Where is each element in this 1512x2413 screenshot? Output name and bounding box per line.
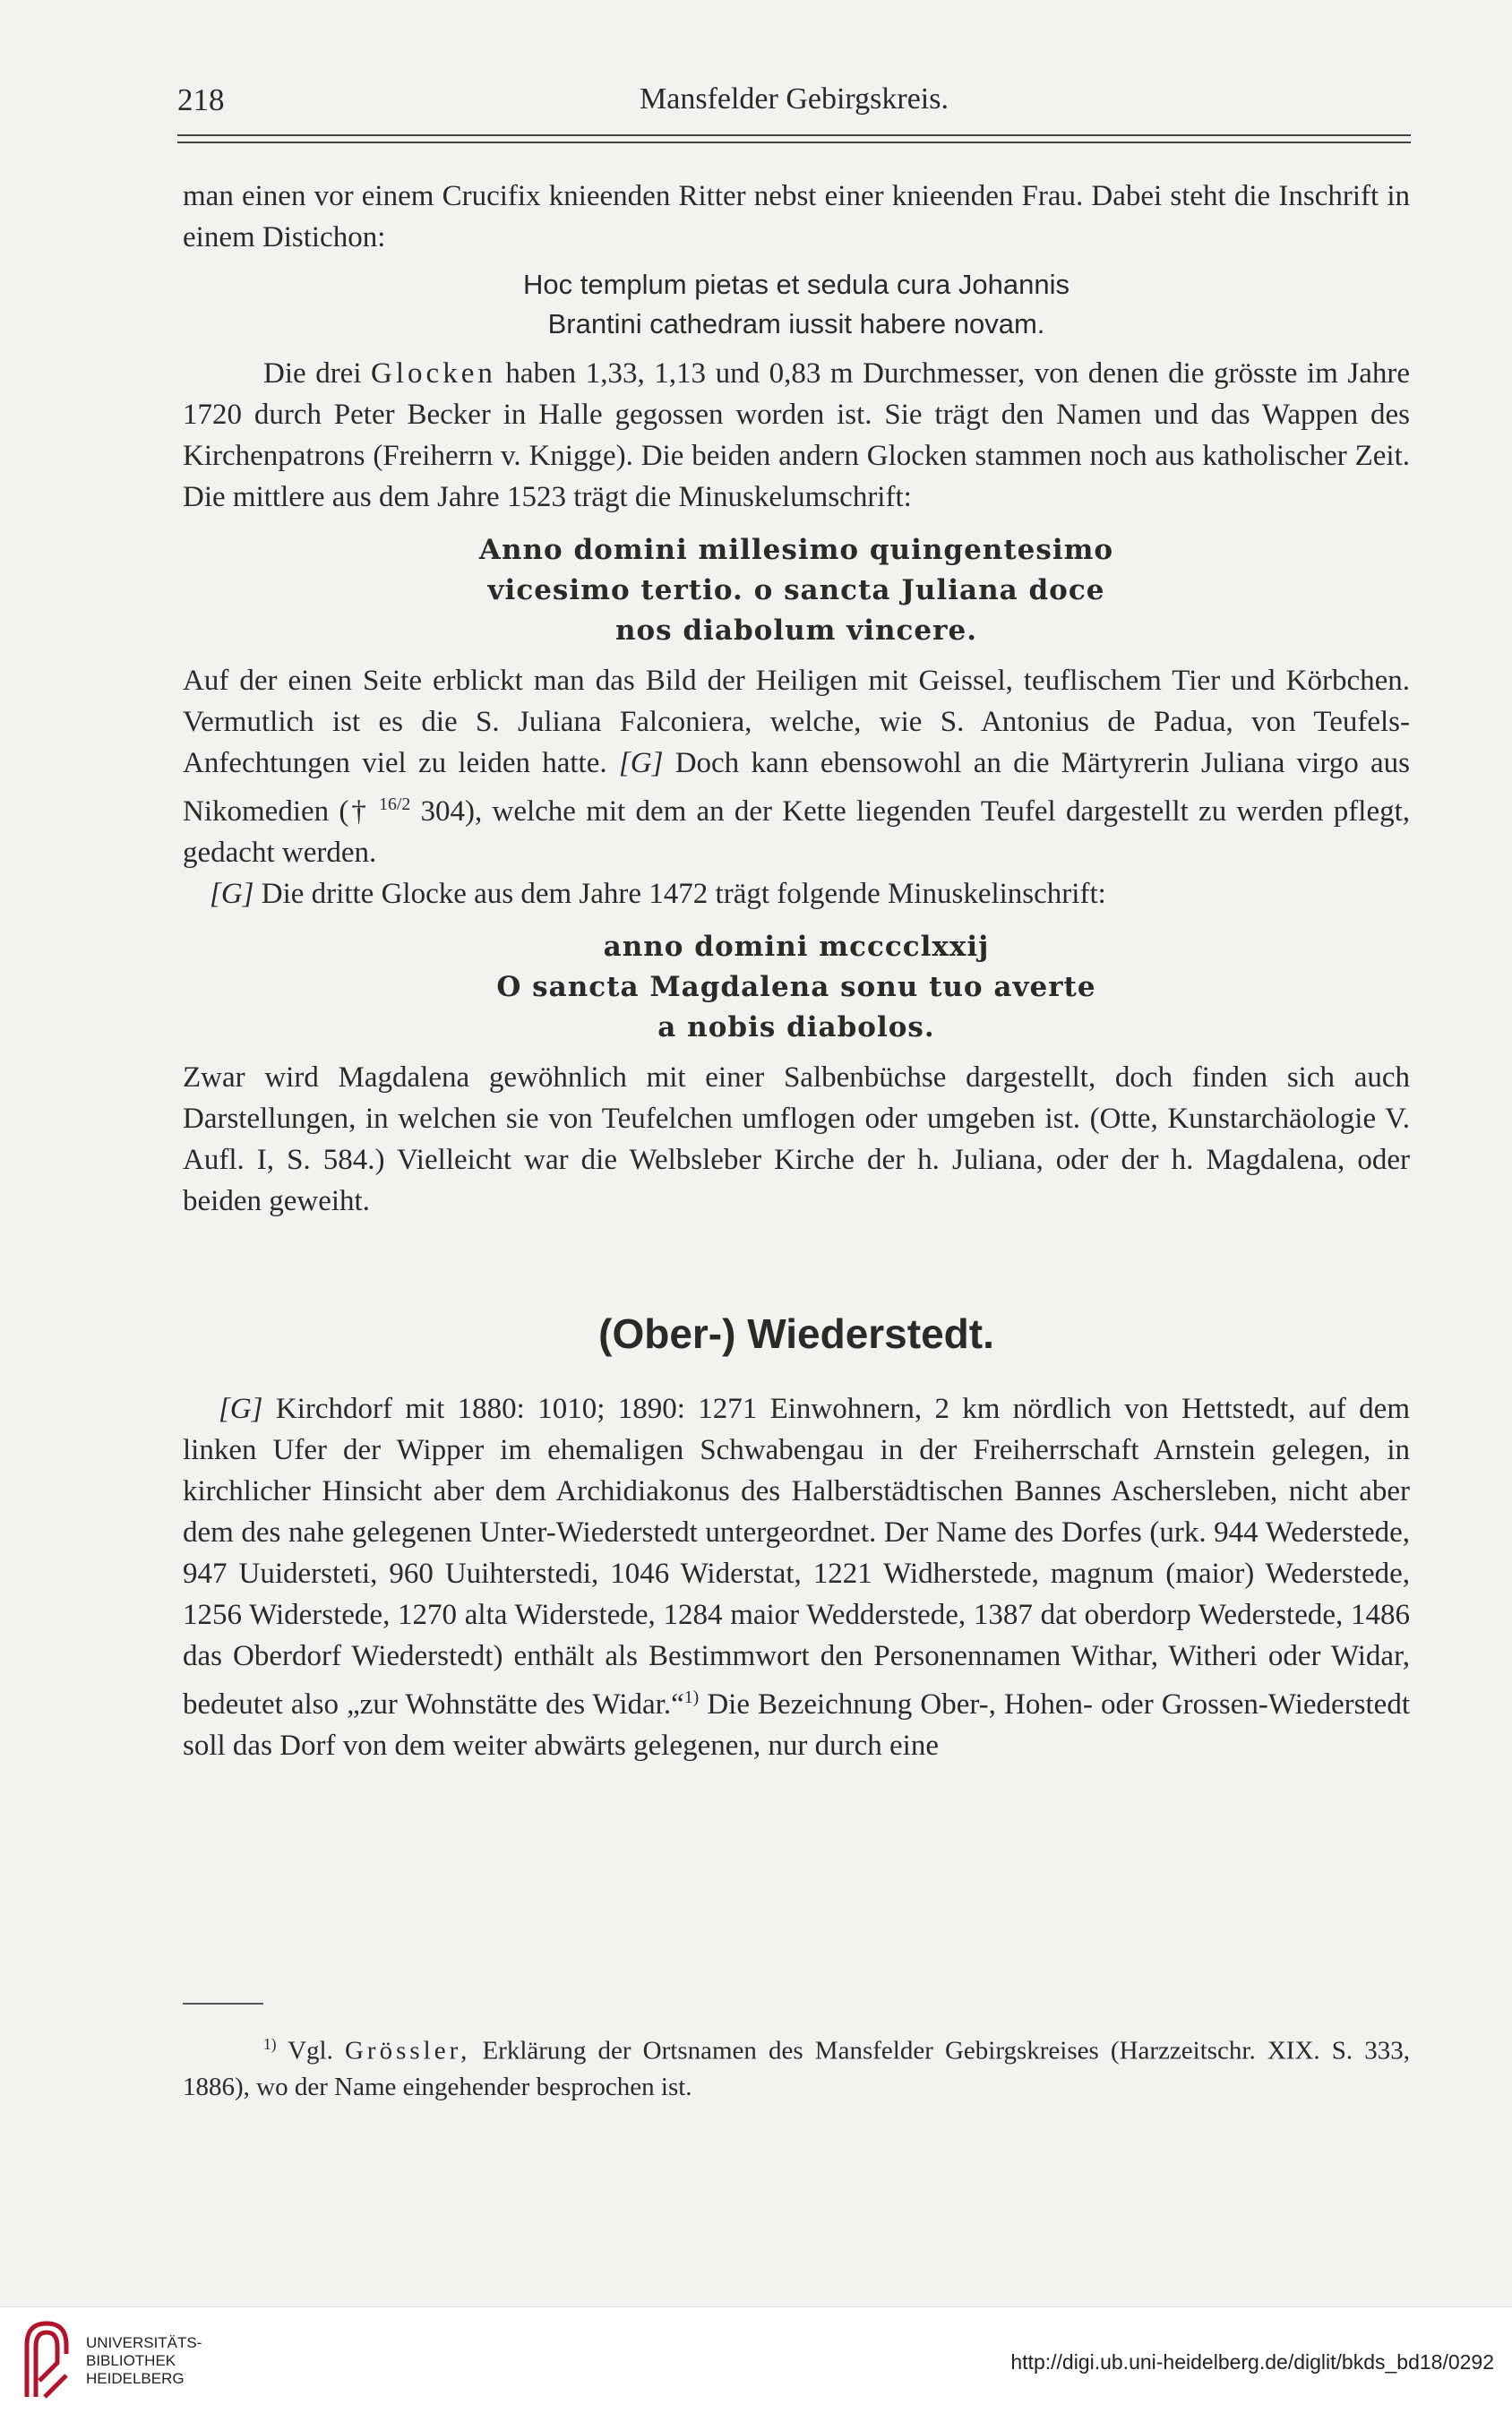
inscription-1-line-1: Anno domini millesimo quingentesimo — [478, 534, 1114, 566]
paragraph-wiederstedt — [183, 1388, 1410, 1766]
source-tag: [G] — [219, 1393, 263, 1425]
inscription-1-line-3: nos diabolum vincere. — [614, 614, 978, 647]
text-run: Doch kann ebensowohl an die Märtyrerin Juliana virgo aus Nikomedien († — [183, 747, 1410, 828]
library-line-3: HEIDELBERG — [86, 2370, 185, 2387]
text-run: Die drei — [263, 357, 362, 390]
page-header — [177, 82, 1411, 127]
page-number: 218 — [177, 82, 225, 117]
paragraph-1: man einen vor einem Crucifix knieenden Ritter nebst einer knieenden Frau. Dabei steht die Inschrift in einem Distichon: — [183, 180, 1410, 253]
library-line-2: BIBLIOTHEK — [86, 2352, 176, 2369]
library-name — [86, 2334, 202, 2388]
running-title: Mansfelder Gebirgskreis. — [640, 82, 949, 116]
text-run: Erklärung der Ortsnamen des Mansfelder Gebirgskreises (Harzzeitschr. XIX. S. 333, 1886), wo der Name eingehender besprochen ist. — [183, 2036, 1411, 2101]
footnote-marker: 1) — [263, 2035, 277, 2053]
text-run: haben 1,33, 1,13 und 0,83 m Durchmesser, von denen die grösste im Jahre 1720 durch Peter Becker in Halle gegossen worden ist. Sie trägt den Namen und das Wappen des Kirchenpatrons (Freiherrn v. Knigge). Die beiden andern Glocken stammen noch aus katholischer Zeit. Die mittlere aus dem Jahre 1523 trägt die Minuskelumschrift: — [183, 357, 1410, 513]
footnote-rule — [183, 2003, 263, 2005]
date-fraction: 16/2 — [379, 794, 411, 814]
header-rule — [177, 134, 1411, 143]
text-run: Kirchdorf mit 1880: 1010; 1890: 1271 Einwohnern, 2 km nördlich von Hettstedt, auf dem linken Ufer der Wipper im ehemaligen Schwabengau in der Freiherrschaft Arnstein gelegen, in kirchlicher Hinsicht aber dem Archidiakonus des Halberstädtischen Bannes Aschersleben, nicht aber dem des nahe gelegenen Unter-Wiederstedt untergeordnet. Der Name des Dorfes (urk. 944 Wederstede, 947 Uuidersteti, 960 Uuihterstedi, 1046 Widerstat, 1221 Widherstede, magnum (maior) Wederstede, 1256 Widerstede, 1270 alta Widerstede, 1284 maior Wedderstede, 1387 dat oberdorp Wederstede, 1486 das Oberdorf Wiederstedt) enthält als Bestimmwort den Personennamen Withar, Witheri oder Widar, bedeutet also „zur Wohnstätte des Widar.“ — [183, 1393, 1410, 1721]
latin-verse-2: Brantini cathedram iussit habere novam. — [547, 308, 1045, 339]
spaced-author: Grössler, — [344, 2036, 471, 2065]
library-line-1: UNIVERSITÄTS- — [86, 2334, 202, 2351]
paragraph-third-bell — [183, 873, 1410, 915]
footnote-text — [183, 2026, 1410, 2105]
text-run: 304), welche mit dem an der Kette liegenden Teufel dargestellt zu werden pflegt, gedacht werden. — [183, 795, 1411, 869]
source-tag: [G] — [618, 747, 664, 779]
text-run: Die Bezeichnung Ober-, Hohen- oder Grossen-Wiederstedt soll das Dorf von dem weiter abwärts gelegenen, nur durch eine — [183, 1688, 1410, 1762]
text-run: Auf der einen Seite erblickt man das Bild der Heiligen mit Geissel, teuflischem Tier und Körbchen. Vermutlich ist es die S. Juliana Falconiera, welche, wie S. Antonius de Padua, von Teufels-Anfechtungen viel zu leiden hatte. — [183, 665, 1410, 779]
inscription-2-line-3: a nobis diabolos. — [657, 1011, 935, 1043]
footnote-reference[interactable]: 1) — [683, 1687, 700, 1707]
latin-verse-1: Hoc templum pietas et sedula cura Johannis — [523, 269, 1070, 300]
heidelberg-library-logo-icon[interactable] — [20, 2318, 73, 2399]
inscription-2-line-2: O sancta Magdalena sonu tuo averte — [496, 971, 1096, 1003]
text-run: Die dritte Glocke aus dem Jahre 1472 trägt folgende Minuskelinschrift: — [261, 878, 1106, 910]
paragraph-magdalena: Zwar wird Magdalena gewöhnlich mit einer Salbenbüchse dargestellt, doch finden sich auch Darstellungen, in welchen sie von Teufelchen umflogen oder umgeben ist. (Otte, Kunstarchäologie V. Aufl. I, S. 584.) Vielleicht war die Welbsleber Kirche der h. Juliana, oder der h. Magdalena, oder beiden geweiht. — [183, 1061, 1410, 1217]
inscription-1-line-2: vicesimo tertio. o sancta Juliana doce — [487, 574, 1105, 606]
paragraph-juliana — [183, 660, 1410, 873]
footer-bar — [0, 2306, 1512, 2413]
footnote — [183, 2026, 1410, 2105]
paragraph-bells — [183, 353, 1410, 518]
source-tag: [G] — [210, 878, 254, 910]
inscription-2-line-1: anno domini mcccclxxij — [603, 931, 990, 963]
text-run: Vgl. — [288, 2036, 333, 2065]
spaced-word-glocken: Glocken — [371, 357, 496, 390]
main-text — [183, 176, 1410, 1766]
section-heading: (Ober-) Wiederstedt. — [598, 1310, 994, 1357]
permalink-url[interactable]: http://digi.ub.uni-heidelberg.de/diglit/bkds_bd18/0292 — [1010, 2350, 1494, 2374]
